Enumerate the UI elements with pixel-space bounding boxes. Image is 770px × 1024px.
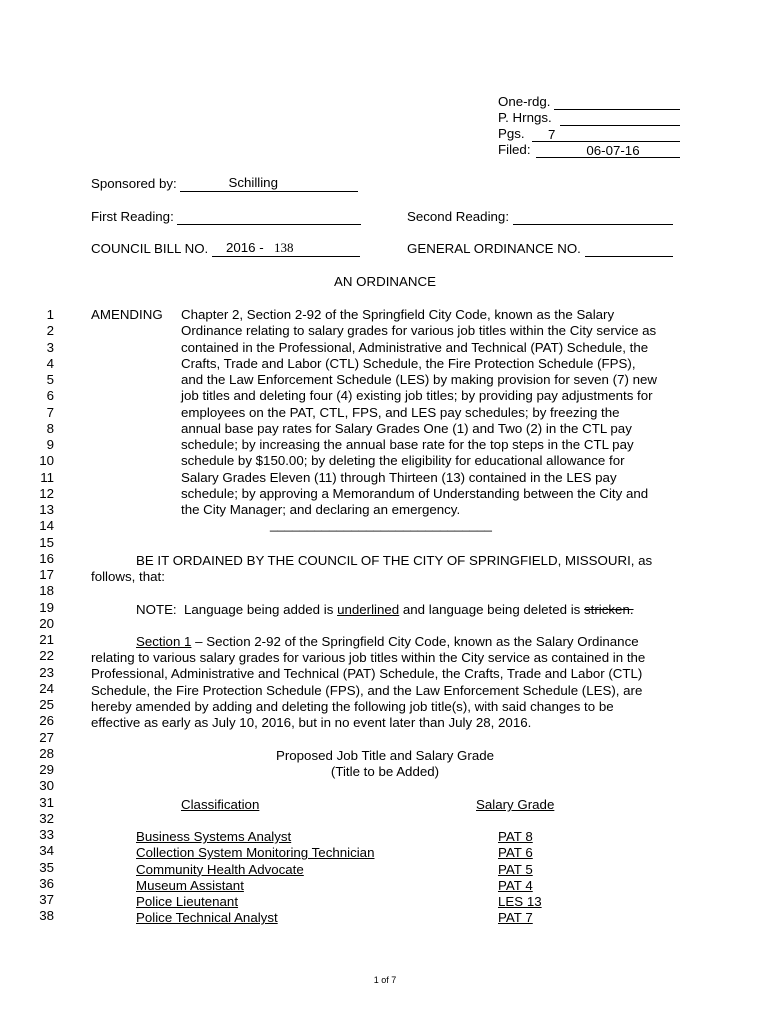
first-reading-row xyxy=(91,209,361,225)
line-number: 13 xyxy=(39,502,54,517)
salary-grade-cell: PAT 8 xyxy=(498,829,533,844)
pgs-row xyxy=(498,126,680,142)
amending-line: schedule; by approving a Memorandum of Understanding between the City and xyxy=(181,485,649,501)
line-number: 6 xyxy=(46,388,54,404)
pgs-label: Pgs. xyxy=(498,126,525,141)
salary-grade-cell: PAT 5 xyxy=(498,861,533,877)
line-number: 19 xyxy=(39,599,54,615)
job-title-cell: Collection System Monitoring Technician xyxy=(136,845,375,861)
line-number: 27 xyxy=(39,729,54,745)
line-number: 38 xyxy=(39,908,54,924)
p-hrngs-row xyxy=(498,110,680,126)
line-number: 35 xyxy=(39,859,54,875)
line-number: 12 xyxy=(39,485,54,501)
general-ordinance-label: GENERAL ORDINANCE NO. xyxy=(407,241,581,256)
section-1-first-line xyxy=(136,634,639,650)
line-number: 14 xyxy=(39,518,54,534)
line-number: 10 xyxy=(39,453,54,469)
line-number: 4 xyxy=(46,355,54,371)
line-number: 2 xyxy=(46,323,54,339)
note-prefix: NOTE: Language being added is xyxy=(136,602,338,617)
section-1-first-rest: – Section 2-92 of the Springfield City Code, known as the Salary Ordinance xyxy=(191,634,639,649)
line-number: 36 xyxy=(39,875,54,891)
ordained-line-1: BE IT ORDAINED BY THE COUNCIL OF THE CITY OF SPRINGFIELD, MISSOURI, as xyxy=(136,553,653,568)
line-number: 32 xyxy=(39,810,54,826)
line-number: 8 xyxy=(46,420,54,436)
table-row xyxy=(0,829,770,845)
table-caption-2: (Title to be Added) xyxy=(330,764,440,779)
line-number: 5 xyxy=(46,372,54,387)
amending-line: Salary Grades Eleven (11) through Thirteen (13) contained in the LES pay xyxy=(181,469,617,485)
amending-line: schedule; by increasing the annual base rate for the top steps in the CTL pay xyxy=(181,437,634,452)
first-reading-field xyxy=(177,210,361,225)
one-rdg-label: One-rdg. xyxy=(498,94,551,109)
line-number: 7 xyxy=(46,404,54,420)
note-underlined: underlined xyxy=(337,602,400,617)
line-number: 31 xyxy=(39,794,54,810)
amending-line: and the Law Enforcement Schedule (LES) by making provision for seven (7) new xyxy=(181,372,657,387)
table-row xyxy=(0,845,770,861)
job-title-cell: Business Systems Analyst xyxy=(136,829,292,844)
general-ordinance-field xyxy=(585,242,673,257)
sponsor-row xyxy=(91,176,358,192)
second-reading-row xyxy=(407,209,673,225)
line-number: 25 xyxy=(39,697,54,712)
note-middle: and language being deleted is xyxy=(399,602,585,617)
line-number: 23 xyxy=(39,664,54,680)
line-number: 30 xyxy=(39,778,54,794)
section-1-line: relating to various salary grades for various job titles within the City service as contained in the xyxy=(91,650,646,665)
one-rdg-field xyxy=(554,95,680,110)
section-1-line: hereby amended by adding and deleting the following job title(s), with said changes to be xyxy=(91,698,614,714)
line-number: 16 xyxy=(39,550,54,566)
amending-line: contained in the Professional, Administrative and Technical (PAT) Schedule, the xyxy=(181,339,649,355)
second-reading-label: Second Reading: xyxy=(407,209,510,224)
line-number: 3 xyxy=(46,339,54,355)
line-number: 21 xyxy=(39,632,54,647)
line-number: 1 xyxy=(46,307,54,322)
amending-line: schedule by $150.00; by deleting the eligibility for educational allowance for xyxy=(181,453,625,469)
job-title-cell: Police Technical Analyst xyxy=(136,910,278,926)
filed-row xyxy=(498,142,680,158)
line-number: 15 xyxy=(39,534,54,550)
line-number: 22 xyxy=(39,648,54,664)
line-number: 33 xyxy=(39,827,54,842)
pgs-field: 7 xyxy=(532,127,680,142)
salary-grade-cell: PAT 4 xyxy=(498,877,533,893)
table-row xyxy=(0,894,770,910)
line-number: 34 xyxy=(39,843,54,859)
section-1-line: Schedule, the Fire Protection Schedule (FPS), and the Law Enforcement Schedule (LES), are xyxy=(91,682,643,698)
sponsor-value: Schilling xyxy=(228,175,278,190)
column-header-classification: Classification xyxy=(181,797,260,812)
salary-grade-cell: PAT 7 xyxy=(498,910,533,926)
section-1-body xyxy=(91,650,645,731)
section-1-line: Professional, Administrative and Technical (PAT) Schedule, the Crafts, Trade and Labor (CTL) xyxy=(91,666,643,682)
second-reading-field xyxy=(513,210,673,225)
line-number: 18 xyxy=(39,583,54,599)
amending-label: AMENDING xyxy=(91,307,163,322)
job-title-cell: Museum Assistant xyxy=(136,877,244,893)
table-row xyxy=(0,859,770,878)
council-bill-label: COUNCIL BILL NO. xyxy=(91,241,209,256)
line-number: 24 xyxy=(39,680,54,696)
council-bill-prefix: 2016 - xyxy=(225,240,264,255)
job-title-cell: Police Lieutenant xyxy=(136,894,239,909)
separator-line: ______________________________ xyxy=(270,517,492,532)
one-rdg-row xyxy=(498,94,680,110)
p-hrngs-field xyxy=(560,111,680,126)
first-reading-label: First Reading: xyxy=(91,209,174,224)
amending-line: job titles and deleting four (4) existing job titles; by providing pay adjustments for xyxy=(181,388,653,404)
note-line xyxy=(136,602,634,618)
job-table xyxy=(0,829,770,927)
line-number: 20 xyxy=(39,615,54,631)
council-bill-row xyxy=(91,241,360,257)
sponsor-field xyxy=(180,177,358,192)
council-bill-number: 138 xyxy=(273,240,294,255)
amending-line: Ordinance relating to salary grades for various job titles within the City service as xyxy=(181,323,657,339)
filing-header xyxy=(498,94,680,160)
amending-line: employees on the PAT, CTL, FPS, and LES pay schedules; by freezing the xyxy=(181,404,620,420)
page-footer: 1 of 7 xyxy=(373,975,397,985)
filed-label: Filed: xyxy=(498,142,531,157)
line-number: 17 xyxy=(39,567,54,582)
section-1-line: effective as early as July 10, 2016, but in no event later than July 28, 2016. xyxy=(91,715,532,730)
line-number: 28 xyxy=(39,745,54,761)
salary-grade-cell: PAT 6 xyxy=(498,845,533,861)
note-stricken: stricken. xyxy=(584,602,634,617)
table-row xyxy=(0,875,770,894)
table-row xyxy=(0,910,770,926)
ordained-line-2: follows, that: xyxy=(91,569,165,584)
job-title-cell: Community Health Advocate xyxy=(136,861,304,877)
amending-text xyxy=(181,307,657,518)
line-number: 37 xyxy=(39,892,54,907)
line-number: 26 xyxy=(39,713,54,729)
p-hrngs-label: P. Hrngs. xyxy=(498,110,552,125)
ordinance-title: AN ORDINANCE xyxy=(334,274,436,289)
council-bill-field xyxy=(212,242,360,257)
line-number: 11 xyxy=(40,469,54,485)
line-number: 9 xyxy=(46,437,54,452)
general-ordinance-row xyxy=(407,241,673,257)
salary-grade-cell: LES 13 xyxy=(498,894,542,909)
filed-field: 06-07-16 xyxy=(536,143,680,158)
amending-line: annual base pay rates for Salary Grades One (1) and Two (2) in the CTL pay xyxy=(181,420,632,436)
amending-line: Chapter 2, Section 2-92 of the Springfield City Code, known as the Salary xyxy=(181,307,615,322)
line-number: 29 xyxy=(39,762,54,777)
amending-line: the City Manager; and declaring an emergency. xyxy=(181,502,461,517)
sponsor-label: Sponsored by: xyxy=(91,176,177,191)
amending-line: Crafts, Trade and Labor (CTL) Schedule, the Fire Protection Schedule (FPS), xyxy=(181,355,636,371)
section-1-heading: Section 1 xyxy=(136,634,192,649)
table-caption-1: Proposed Job Title and Salary Grade xyxy=(275,748,495,763)
column-header-salary-grade: Salary Grade xyxy=(476,797,555,812)
